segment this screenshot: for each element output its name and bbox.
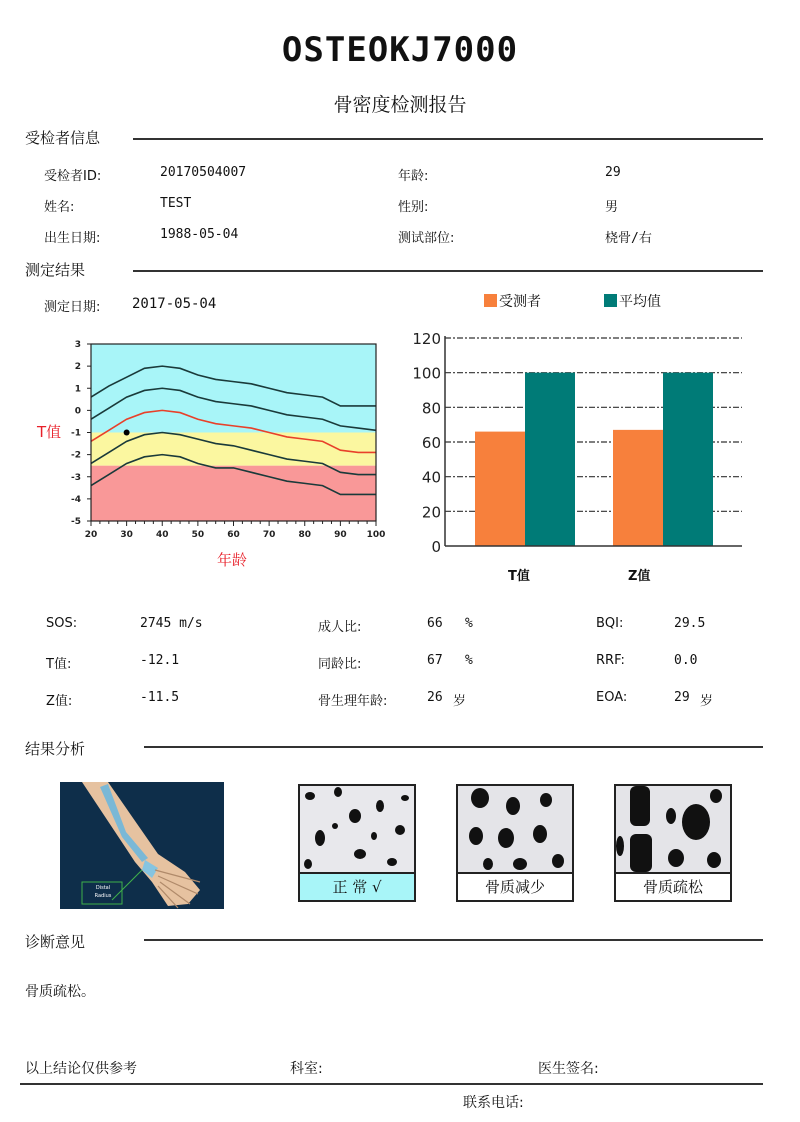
x-tick-label: 40 <box>155 530 169 540</box>
bone-category-label-osteopenia: 骨质减少 <box>484 878 545 896</box>
y-tick-label: -2 <box>71 450 81 461</box>
bone-texture-osteoporosis-image <box>616 786 730 874</box>
bone-category-normal <box>298 784 416 902</box>
x-tick-label: 20 <box>84 530 98 540</box>
bone-category-osteoporosis <box>614 784 732 902</box>
metric-value-t: -12.1 <box>140 653 180 668</box>
metric-label-sos: SOS: <box>46 616 78 631</box>
legend-item-average <box>604 291 661 311</box>
field-label-age: 年龄: <box>398 169 429 184</box>
y-tick-label: 2 <box>74 362 81 373</box>
section-title-patient-info: 受检者信息 <box>25 129 101 147</box>
illustration-label <box>83 884 123 900</box>
section-divider <box>144 939 763 941</box>
metric-value-sos: 2745 m/s <box>140 616 203 631</box>
forearm-illustration <box>60 782 224 909</box>
field-label-dob: 出生日期: <box>44 231 101 246</box>
field-value-sex: 男 <box>605 200 619 215</box>
section-title-results: 测定结果 <box>25 261 86 279</box>
field-value-dob: 1988-05-04 <box>160 227 239 242</box>
y-tick-label: 0 <box>74 406 81 417</box>
field-label-site: 测试部位: <box>398 231 455 246</box>
section-divider <box>144 746 763 748</box>
y-tick-label: 1 <box>74 384 81 395</box>
legend-swatch-average <box>604 294 617 307</box>
metric-value-age-ratio: 67 <box>427 653 443 668</box>
bar-subject <box>475 432 525 546</box>
field-value-site: 桡骨/右 <box>605 231 652 246</box>
metric-unit-age-ratio: % <box>465 653 473 668</box>
legend-item-subject <box>484 291 541 311</box>
section-title-diagnosis: 诊断意见 <box>25 933 86 951</box>
comparison-bar-chart <box>400 320 780 590</box>
field-value-age: 29 <box>605 165 621 180</box>
metric-value-z: -11.5 <box>140 690 180 705</box>
bone-category-label-osteoporosis: 骨质疏松 <box>642 878 703 896</box>
bar-average <box>525 373 575 546</box>
y-tick-label: -5 <box>71 517 81 527</box>
metric-unit-adult-ratio: % <box>465 616 473 631</box>
metric-label-z: Z值: <box>46 694 73 709</box>
doctor-signature-label: 医生签名: <box>538 1061 599 1077</box>
y-tick-label: -4 <box>71 494 81 505</box>
y-tick-label: 120 <box>412 330 441 348</box>
report-subtitle: 骨密度检测报告 <box>333 94 467 116</box>
legend-label-subject: 受测者 <box>499 294 541 310</box>
metric-label-bqi: BQI: <box>596 616 624 631</box>
section-divider <box>133 138 763 140</box>
bone-texture-normal-image <box>300 786 414 874</box>
y-tick-label: 80 <box>421 399 441 418</box>
y-tick-label: -3 <box>71 472 81 483</box>
report-title: OSTEOKJ7000 <box>281 30 519 70</box>
metric-value-bqi: 29.5 <box>674 616 706 631</box>
field-value-name: TEST <box>160 196 192 211</box>
x-tick-label: 30 <box>120 530 133 540</box>
metric-label-bone-age: 骨生理年龄: <box>318 694 388 709</box>
x-tick-label: 100 <box>366 530 386 540</box>
bar-average <box>663 373 713 546</box>
y-tick-label: 20 <box>421 503 441 522</box>
footer-divider <box>20 1083 763 1085</box>
y-tick-label: 60 <box>421 434 441 452</box>
y-axis-label: T值 <box>37 423 62 441</box>
y-tick-label: 40 <box>421 468 441 487</box>
metric-label-eoa: EOA: <box>596 690 628 705</box>
department-label: 科室: <box>290 1061 323 1077</box>
metric-label-adult-ratio: 成人比: <box>318 620 362 635</box>
y-tick-label: 100 <box>412 364 441 383</box>
field-label-sex: 性别: <box>398 200 429 215</box>
metric-label-rrf: RRF: <box>596 653 625 668</box>
bone-texture-osteopenia-image <box>458 786 572 874</box>
field-value-id: 20170504007 <box>160 165 247 180</box>
y-tick-label: -1 <box>71 428 81 439</box>
x-tick-label: 70 <box>262 530 276 540</box>
t-score-age-chart <box>20 330 400 580</box>
metric-label-t: T值: <box>46 657 72 672</box>
x-tick-label: 80 <box>298 530 312 540</box>
section-divider <box>133 270 763 272</box>
metric-unit-bone-age: 岁 <box>453 694 467 709</box>
x-axis-label: 年龄 <box>217 551 248 569</box>
band-osteoporosis <box>91 466 376 521</box>
bar-category-z: Z值 <box>628 569 651 584</box>
phone-label: 联系电话: <box>463 1095 524 1111</box>
legend-swatch-subject <box>484 294 497 307</box>
illustration-label-line1: Distal <box>95 885 111 891</box>
metric-value-eoa: 29 <box>674 690 690 705</box>
y-tick-label: 3 <box>74 340 81 350</box>
section-title-analysis: 结果分析 <box>25 740 86 758</box>
bone-texture-icon <box>616 786 730 872</box>
field-label-name: 姓名: <box>44 200 75 215</box>
bar-category-t: T值 <box>508 569 530 584</box>
bone-category-label-normal: 正 常 √ <box>300 874 414 900</box>
bar-subject <box>613 430 663 546</box>
illustration-label-line2: Radius <box>94 893 112 899</box>
bone-category-osteopenia <box>456 784 574 902</box>
field-label-id: 受检者ID: <box>44 169 102 184</box>
bone-texture-icon <box>300 786 414 872</box>
metric-unit-eoa: 岁 <box>700 694 714 709</box>
x-tick-label: 60 <box>227 530 240 540</box>
metric-value-adult-ratio: 66 <box>427 616 443 631</box>
x-tick-label: 90 <box>334 530 347 540</box>
x-tick-label: 50 <box>191 530 205 540</box>
y-tick-label: 0 <box>431 538 441 556</box>
metric-value-bone-age: 26 <box>427 690 443 705</box>
test-date-label: 测定日期: <box>44 300 101 315</box>
band-normal <box>91 344 376 433</box>
legend-label-average: 平均值 <box>619 294 661 310</box>
metric-value-rrf: 0.0 <box>674 653 698 668</box>
patient-data-point <box>124 430 130 436</box>
bone-texture-icon <box>458 786 572 872</box>
metric-label-age-ratio: 同龄比: <box>318 657 362 672</box>
disclaimer-text: 以上结论仅供参考 <box>25 1061 137 1077</box>
diagnosis-text: 骨质疏松。 <box>25 984 95 1000</box>
test-date-value: 2017-05-04 <box>132 296 217 312</box>
